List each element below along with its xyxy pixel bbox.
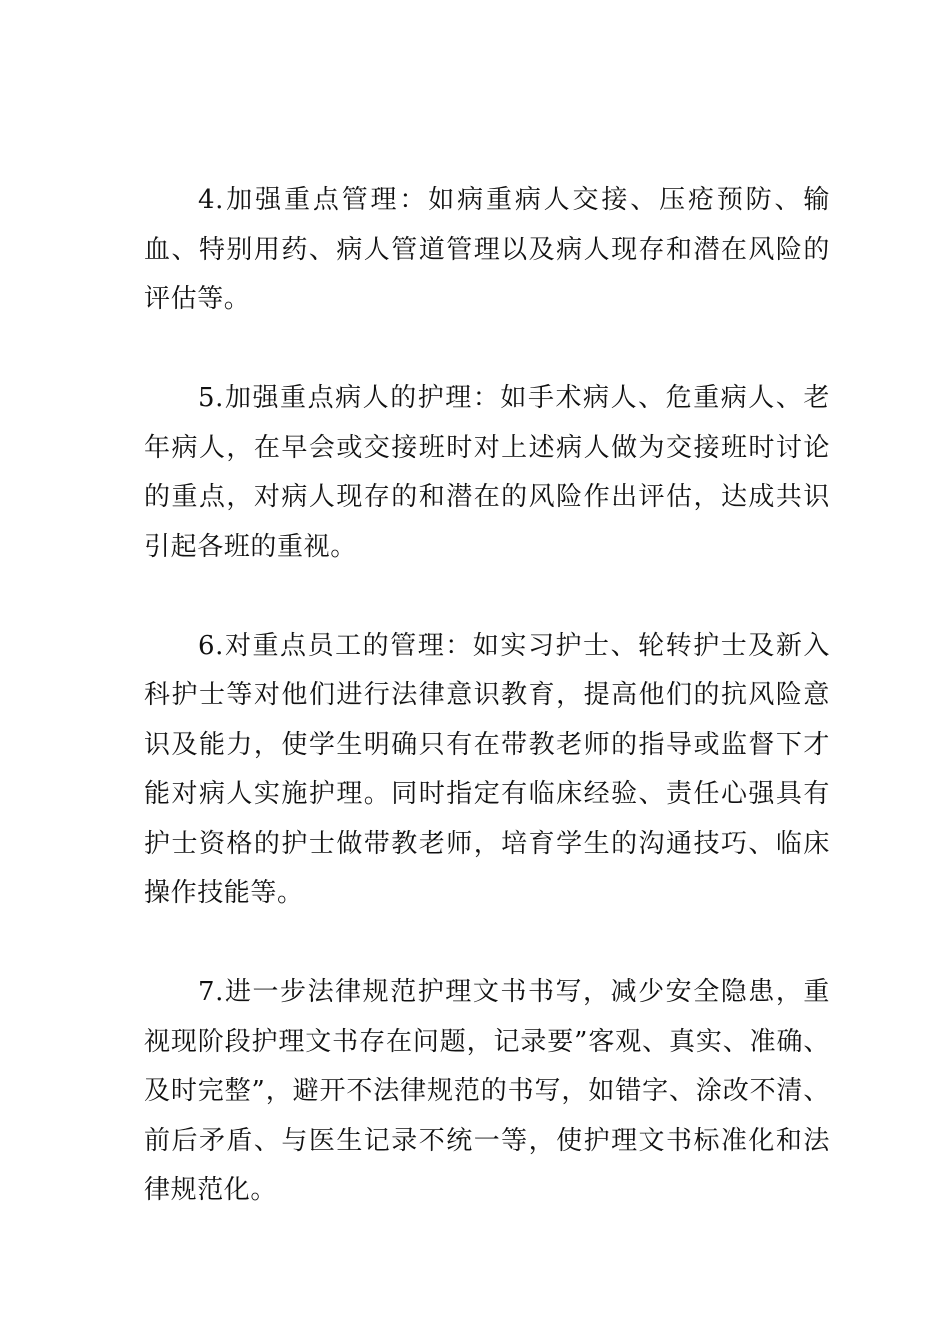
paragraph-item-5: 5.加强重点病人的护理：如手术病人、危重病人、老年病人，在早会或交接班时对上述病人做为交接班时讨论的重点，对病人现存的和潜在的风险作出评估，达成共识引起各班的重视。 (144, 383, 830, 562)
document-body (144, 176, 830, 1216)
paragraph-item-7: 7.进一步法律规范护理文书书写，减少安全隐患，重视现阶段护理文书存在问题，记录要”客观、真实、准确、及时完整”，避开不法律规范的书写，如错字、涂改不清、前后矛盾、与医生记录不统一等，使护理文书标准化和法律规范化。 (144, 977, 830, 1205)
paragraph-item-6: 6.对重点员工的管理：如实习护士、轮转护士及新入科护士等对他们进行法律意识教育，提高他们的抗风险意识及能力，使学生明确只有在带教老师的指导或监督下才能对病人实施护理。同时指定有临床经验、责任心强具有护士资格的护士做带教老师，培育学生的沟通技巧、临床操作技能等。 (144, 630, 830, 908)
paragraph-item-4: 4.加强重点管理：如病重病人交接、压疮预防、输血、特别用药、病人管道管理以及病人现存和潜在风险的评估等。 (144, 185, 830, 314)
